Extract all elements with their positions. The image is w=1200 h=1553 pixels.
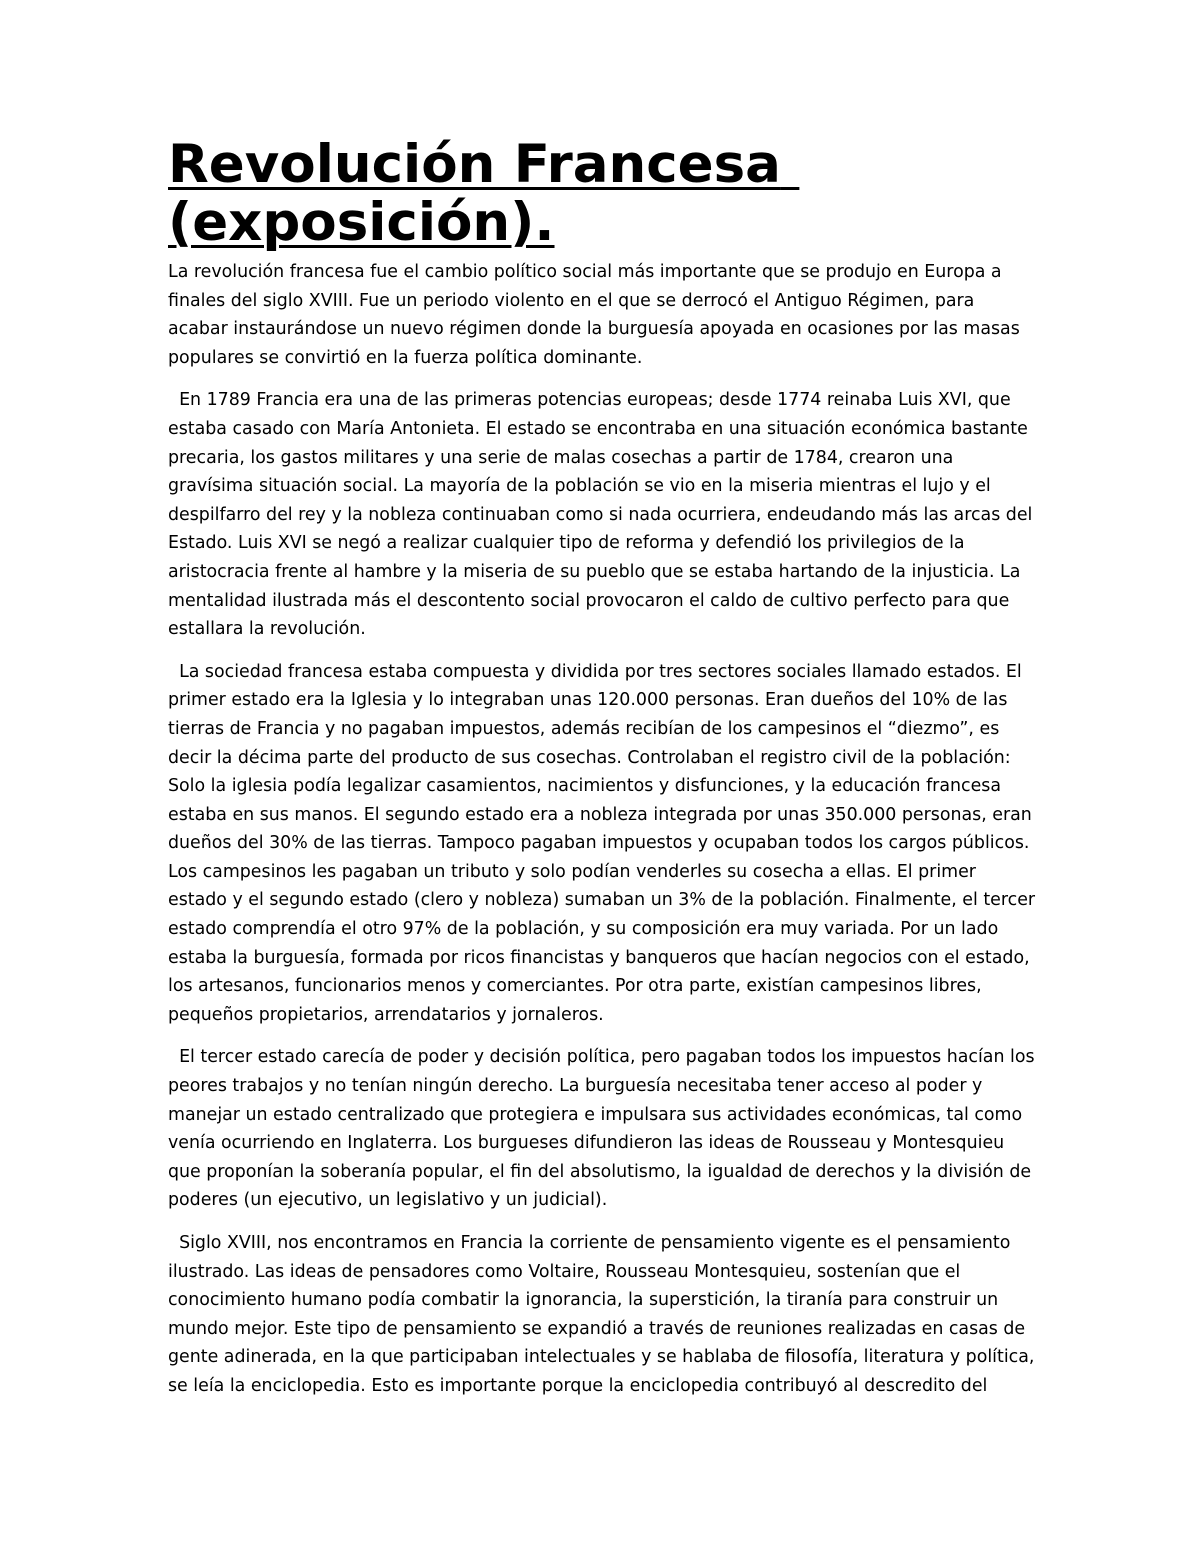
paragraph-sociedad: La sociedad francesa estaba compuesta y dividida por tres sectores sociales llamado estados. El primer estado era la Iglesia y lo integraban unas 120.000 personas. Eran dueños del 10% de las tierras de Francia y no pagaban impuestos, además recibían de los campesinos el “diezmo”, es decir la décima parte del producto de sus cosechas. Controlaban el registro civil de la población: Solo la iglesia podía legalizar casamientos, nacimientos y disfunciones, y la educación francesa estaba en sus manos. El segundo estado era a nobleza integrada por unas 350.000 personas, eran dueños del 30% de las tierras. Tampoco pagaban impuestos y ocupaban todos los cargos públicos. Los campesinos les pagaban un tributo y solo podían venderles su cosecha a ellas. El primer estado y el segundo estado (clero y nobleza) sumaban un 3% de la población. Finalmente, el tercer estado comprendía el otro 97% de la población, y su composición era muy variada. Por un lado estaba la burguesía, formada por ricos financistas y banqueros que hacían negocios con el estado, los artesanos, funcionarios menos y comerciantes. Por otra parte, existían campesinos libres, pequeños propietarios, arrendatarios y jornaleros. — [168, 661, 1041, 1025]
paragraph-intro: La revolución francesa fue el cambio político social más importante que se produjo en Europa a finales del siglo XVIII. Fue un periodo violento en el que se derrocó el Antiguo Régimen, para acabar instaurándose un nuevo régimen donde la burguesía apoyada en ocasiones por las masas populares se convirtió en la fuerza política dominante. — [168, 262, 1026, 368]
document-page — [168, 134, 1041, 1415]
document-title: Revolución Francesa (exposición). — [168, 134, 800, 253]
paragraph-tercer-estado: El tercer estado carecía de poder y decisión política, pero pagaban todos los impuestos hacían los peores trabajos y no tenían ningún derecho. La burguesía necesitaba tener acceso al poder y manejar un estado centralizado que protegiera e impulsara sus actividades económicas, tal como venía ocurriendo en Inglaterra. Los burgueses difundieron las ideas de Rousseau y Montesquieu que proponían la soberanía popular, el fin del absolutismo, la igualdad de derechos y la división de poderes (un ejecutivo, un legislativo y un judicial). — [168, 1047, 1041, 1211]
paragraph-ilustracion: Siglo XVIII, nos encontramos en Francia la corriente de pensamiento vigente es el pensamiento ilustrado. Las ideas de pensadores como Voltaire, Rousseau Montesquieu, sostenían que el conocimiento humano podía combatir la ignorancia, la superstición, la tiranía para construir un mundo mejor. Este tipo de pensamiento se expandió a través de reuniones realizadas en casas de gente adinerada, en la que participaban intelectuales y se hablaba de filosofía, literatura y política, se leía la enciclopedia. Esto es importante porque la enciclopedia contribuyó al descredito del — [168, 1233, 1040, 1396]
paragraph-1789: En 1789 Francia era una de las primeras potencias europeas; desde 1774 reinaba Luis XVI, que estaba casado con María Antonieta. El estado se encontraba en una situación económica bastante precaria, los gastos militares y una serie de malas cosechas a partir de 1784, crearon una gravísima situación social. La mayoría de la población se vio en la miseria mientras el lujo y el despilfarro del rey y la nobleza continuaban como si nada ocurriera, endeudando más las arcas del Estado. Luis XVI se negó a realizar cualquier tipo de reforma y defendió los privilegios de la aristocracia frente al hambre y la miseria de su pueblo que se estaba hartando de la injusticia. La mentalidad ilustrada más el descontento social provocaron el caldo de cultivo perfecto para que estallara la revolución. — [168, 390, 1038, 640]
